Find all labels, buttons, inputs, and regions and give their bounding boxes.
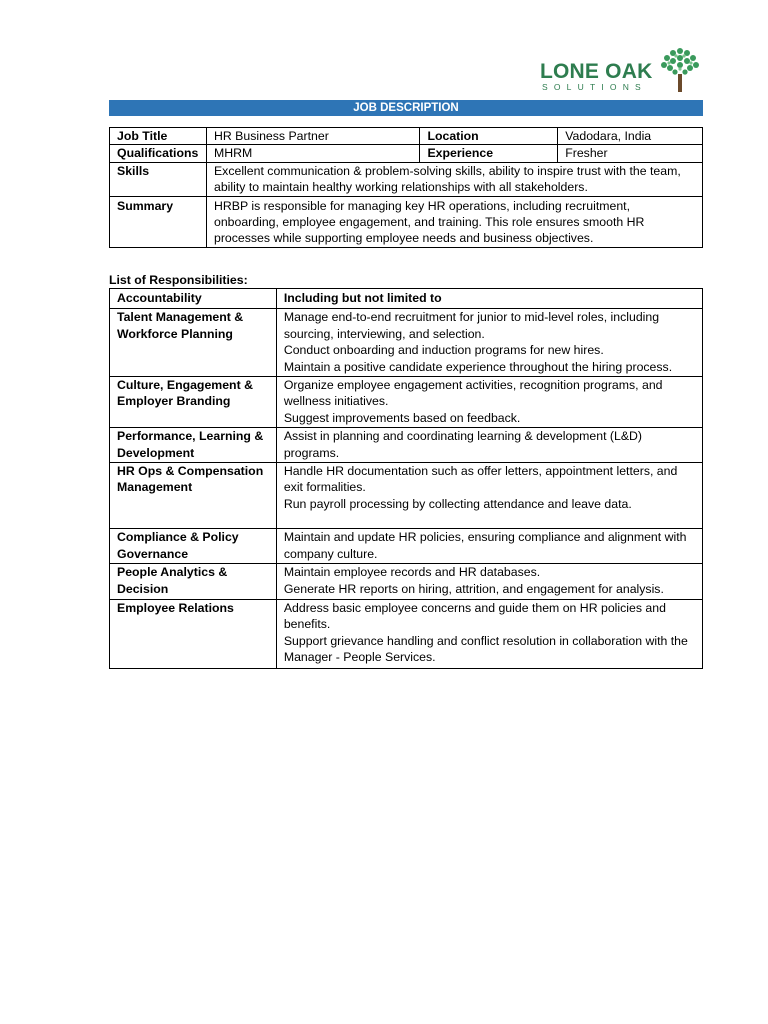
responsibilities-table xyxy=(109,288,703,669)
responsibility-row xyxy=(110,377,703,428)
responsibilities-title: List of Responsibilities: xyxy=(109,273,248,287)
responsibility-row xyxy=(110,529,703,564)
responsibilities-header-row xyxy=(110,289,703,309)
responsibility-item: Maintain and update HR policies, ensuring compliance and alignment with company culture. xyxy=(283,530,687,561)
experience-value: Fresher xyxy=(558,145,703,162)
responsibility-item: Organize employee engagement activities, recognition programs, and wellness initiatives. xyxy=(283,378,663,409)
experience-label: Experience xyxy=(420,145,558,162)
responsibility-item: Generate HR reports on hiring, attrition, and engagement for analysis. xyxy=(283,581,664,596)
logo-name: LONE OAK xyxy=(540,60,653,83)
job-title-label: Job Title xyxy=(110,128,207,145)
job-title-value: HR Business Partner xyxy=(206,128,419,145)
accountability-area: Performance, Learning & Development xyxy=(110,428,277,463)
accountability-header: Accountability xyxy=(110,289,277,309)
responsibility-row xyxy=(110,599,703,668)
summary-row xyxy=(110,196,703,247)
details-header: Including but not limited to xyxy=(276,289,702,309)
oak-tree-icon xyxy=(660,46,700,94)
qualifications-label: Qualifications xyxy=(110,145,207,162)
responsibility-item: Maintain employee records and HR databases. xyxy=(283,565,541,580)
responsibility-details xyxy=(276,599,702,668)
responsibility-details xyxy=(276,529,702,564)
location-label: Location xyxy=(420,128,558,145)
responsibility-row xyxy=(110,564,703,600)
responsibility-item: Run payroll processing by collecting attendance and leave data. xyxy=(283,496,632,511)
responsibility-item: Maintain a positive candidate experience throughout the hiring process. xyxy=(283,359,673,374)
responsibility-item: Address basic employee concerns and guide them on HR policies and benefits. xyxy=(283,600,666,632)
responsibility-item: Assist in planning and coordinating learning & development (L&D) programs. xyxy=(283,429,643,460)
responsibility-details xyxy=(276,377,702,428)
logo-tagline: SOLUTIONS xyxy=(542,82,647,92)
responsibility-row xyxy=(110,428,703,463)
accountability-area: Culture, Engagement & Employer Branding xyxy=(110,377,277,428)
responsibility-item: Conduct onboarding and induction programs for new hires. xyxy=(283,343,604,358)
summary-label: Summary xyxy=(110,196,207,247)
skills-value: Excellent communication & problem-solving skills, ability to inspire trust with the team, ability to maintain healthy working relationships with all stakeholders. xyxy=(206,162,702,196)
responsibility-details xyxy=(276,463,702,529)
responsibility-item: Support grievance handling and conflict resolution in collaboration with the Manager - People Services. xyxy=(283,633,688,665)
responsibility-details xyxy=(276,564,702,600)
responsibility-item: Suggest improvements based on feedback. xyxy=(283,410,521,425)
job-description-banner: JOB DESCRIPTION xyxy=(109,100,703,116)
accountability-area: People Analytics & Decision xyxy=(110,564,277,600)
qualifications-value: MHRM xyxy=(206,145,419,162)
responsibility-details xyxy=(276,309,702,377)
responsibilities-body xyxy=(110,309,703,668)
responsibility-item: Handle HR documentation such as offer letters, appointment letters, and exit formalities. xyxy=(283,464,678,495)
accountability-area: Compliance & Policy Governance xyxy=(110,529,277,564)
location-value: Vadodara, India xyxy=(558,128,703,145)
qualifications-row xyxy=(110,145,703,162)
job-info-table xyxy=(109,127,703,248)
company-logo xyxy=(538,44,698,94)
skills-row xyxy=(110,162,703,196)
job-title-row xyxy=(110,128,703,145)
responsibility-row xyxy=(110,463,703,529)
responsibility-row xyxy=(110,309,703,377)
accountability-area: Talent Management & Workforce Planning xyxy=(110,309,277,377)
accountability-area: Employee Relations xyxy=(110,599,277,668)
summary-value: HRBP is responsible for managing key HR operations, including recruitment, onboarding, employee engagement, and training. This role ensures smooth HR processes while supporting employee needs and business objectives. xyxy=(206,196,702,247)
responsibility-details xyxy=(276,428,702,463)
skills-label: Skills xyxy=(110,162,207,196)
responsibility-item: Manage end-to-end recruitment for junior to mid-level roles, including sourcing, interviewing, and selection. xyxy=(283,310,660,341)
accountability-area: HR Ops & Compensation Management xyxy=(110,463,277,529)
